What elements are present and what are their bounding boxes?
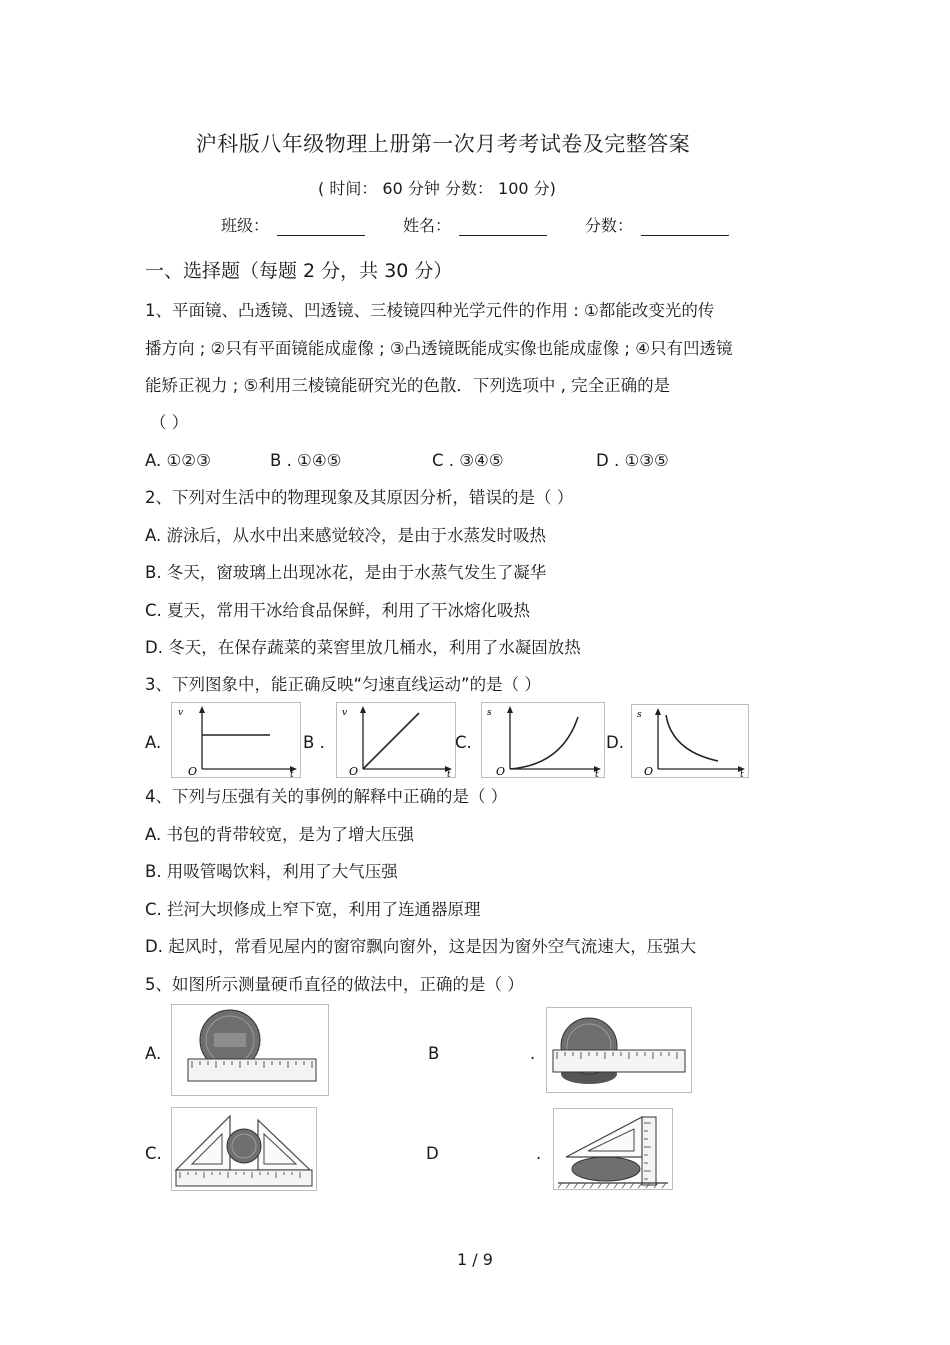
q3-label-a: A. [145,733,162,752]
q5-figure-b [546,1007,692,1093]
q3-d-yaxis: s [637,710,642,720]
q3-label-c: C. [455,733,472,752]
q3-c-yaxis: s [487,708,492,718]
q5-figure-c [171,1107,317,1191]
q5-figure-d [553,1108,673,1190]
q3-a-origin: O [188,765,198,778]
q5-label-d: D [426,1144,439,1163]
q2-stem: 2、下列对生活中的物理现象及其原因分析，错误的是（ ） [145,488,574,507]
q4-option-b: B. 用吸管喝饮料，利用了大气压强 [145,862,398,881]
q3-d-xaxis: t [740,770,744,778]
page-number: 1 / 9 [457,1250,493,1269]
q2-option-b: B. 冬天，窗玻璃上出现冰花，是由于水蒸气发生了凝华 [145,563,547,582]
q3-label-d: D. [606,733,624,752]
q1-line-4: （ ） [150,413,189,432]
q3-graph-b [336,702,456,778]
q5-label-d-dot: . [536,1144,542,1163]
q1-line-1: 1、平面镜、凸透镜、凹透镜、三棱镜四种光学元件的作用 : ①都能改变光的传 [145,301,715,320]
q2-option-d: D. 冬天，在保存蔬菜的菜窖里放几桶水，利用了水凝固放热 [145,638,581,657]
q5-stem: 5、如图所示测量硬币直径的做法中，正确的是（ ） [145,975,524,994]
q5-label-a: A. [145,1044,162,1063]
name-field [403,213,547,236]
q3-label-b: B . [303,733,325,752]
q3-b-yaxis: v [342,708,348,718]
q3-c-origin: O [496,765,506,778]
class-blank[interactable] [277,217,365,236]
q2-option-a: A. 游泳后，从水中出来感觉较冷，是由于水蒸发时吸热 [145,526,546,545]
q3-graph-d [631,704,749,778]
name-blank[interactable] [459,217,547,236]
q4-option-a: A. 书包的背带较宽，是为了增大压强 [145,825,414,844]
class-field [221,213,365,236]
section-title: 一、选择题（每题 2 分，共 30 分） [145,260,453,282]
name-label: 姓名： [403,216,452,235]
q3-a-yaxis: v [178,708,184,718]
page-title: 沪科版八年级物理上册第一次月考考试卷及完整答案 [195,132,691,156]
q1-option-b: B . ①④⑤ [270,451,342,470]
q3-stem: 3、下列图象中，能正确反映“匀速直线运动”的是（ ） [145,675,541,694]
q3-c-xaxis: t [595,770,599,778]
q3-b-xaxis: t [447,770,451,778]
score-label: 分数： [585,216,634,235]
q1-line-2: 播方向 ; ②只有平面镜能成虚像 ; ③凸透镜既能成实像也能成虚像 ; ④只有凹透镜 [145,339,733,358]
score-blank[interactable] [641,217,729,236]
q1-option-c: C . ③④⑤ [432,451,504,470]
q5-label-b: B [428,1044,440,1063]
q5-figure-a [171,1004,329,1096]
q3-a-xaxis: t [290,770,294,778]
q4-option-d: D. 起风时，常看见屋内的窗帘飘向窗外，这是因为窗外空气流速大，压强大 [145,937,697,956]
q1-option-a: A. ①②③ [145,451,211,470]
q1-line-3: 能矫正视力 ; ⑤利用三棱镜能研究光的色散．下列选项中 , 完全正确的是 [145,376,671,395]
q1-option-d: D . ①③⑤ [596,451,669,470]
score-field [585,213,729,236]
q4-stem: 4、下列与压强有关的事例的解释中正确的是（ ） [145,787,508,806]
q3-b-origin: O [349,765,359,778]
exam-subtitle: ( 时间： 60 分钟 分数： 100 分) [318,179,556,198]
q3-graph-c [481,702,605,778]
q5-label-c: C. [145,1144,162,1163]
q3-graph-a [171,702,301,778]
q3-d-origin: O [644,765,654,778]
q4-option-c: C. 拦河大坝修成上窄下宽，利用了连通器原理 [145,900,481,919]
q5-label-b-dot: . [530,1044,536,1063]
q2-option-c: C. 夏天，常用干冰给食品保鲜，利用了干冰熔化吸热 [145,601,531,620]
class-label: 班级： [221,216,270,235]
